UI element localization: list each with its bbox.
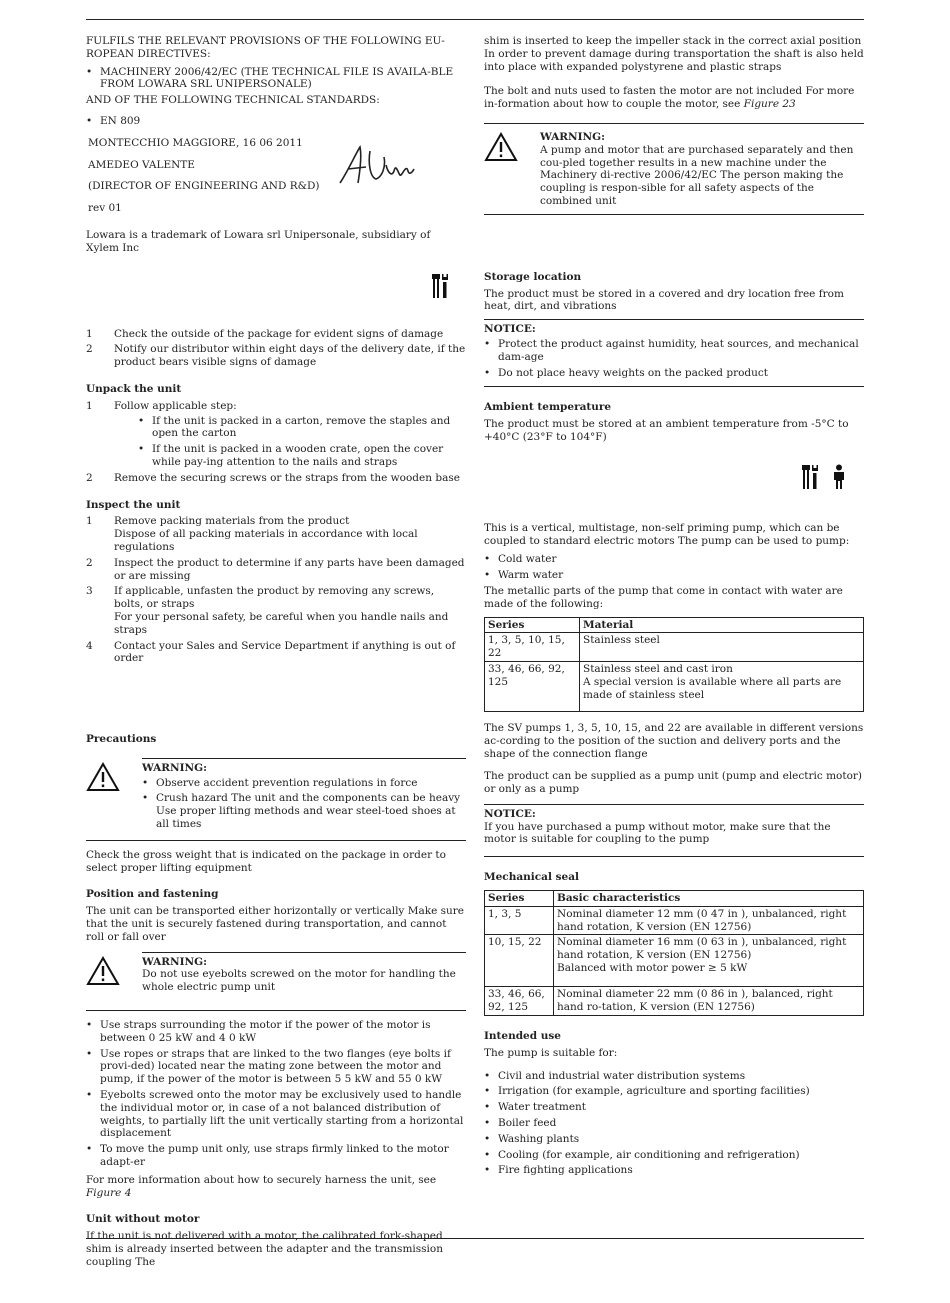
warning-label: WARNING: xyxy=(540,130,605,143)
step-text: Follow applicable step: xyxy=(114,399,237,412)
step-text: Notify our distributor within eight days of the delivery date, if the product bears visible signs of damage xyxy=(114,343,466,369)
list-item xyxy=(86,640,466,666)
position-heading: Position and fastening xyxy=(86,888,219,901)
list-item: • Warm water xyxy=(484,569,864,582)
without-motor-text: If the unit is not delivered with a motor, the calibrated fork-shaped shim is already inserted between the adapter and the transmission coupling The xyxy=(86,1230,443,1268)
list-item: • Do not place heavy weights on the packed product xyxy=(484,367,864,380)
unpack-sub-list xyxy=(138,415,466,469)
step-text: Inspect the product to determine if any parts have been damaged or are missing xyxy=(114,556,465,582)
motor-notice xyxy=(484,804,864,857)
sv-text: The SV pumps 1, 3, 5, 10, 15, and 22 are available in different versions ac-cording to the position of the suction and delivery ports and the shape of the connection flange xyxy=(484,721,864,760)
table-header: Material xyxy=(580,617,864,633)
seal-heading: Mechanical seal xyxy=(484,871,579,884)
step-extra: For your personal safety, be careful when you handle nails and straps xyxy=(114,610,449,636)
warning-text: A pump and motor that are purchased separately and then cou-pled together results in a new machine under the Machinery di-rective 2006/42/EC The person making the coupling is respon-sible for all safety aspects of the combined unit xyxy=(540,143,854,207)
table-row xyxy=(485,661,864,711)
table-row xyxy=(485,987,864,1016)
step-number: 2 xyxy=(86,343,93,356)
ambient-text: The product must be stored at an ambient temperature from -5°C to +40°C (23°F to 104°F) xyxy=(484,418,849,443)
warning-triangle-icon xyxy=(86,758,142,834)
storage-text: The product must be stored in a covered and dry location free from heat, dirt, and vibrations xyxy=(484,287,844,313)
metallic-text: The metallic parts of the pump that come in contact with water are made of the following: xyxy=(484,584,843,610)
intended-text: The pump is suitable for: xyxy=(484,1046,618,1059)
table-cell: Nominal diameter 22 mm (0 86 in ), balanced, right hand ro-tation, K version (EN 12756) xyxy=(554,987,864,1016)
step-text: Check the outside of the package for evident signs of damage xyxy=(114,327,444,340)
step-number: 4 xyxy=(86,639,93,652)
without-motor-heading: Unit without motor xyxy=(86,1213,200,1226)
person-icon xyxy=(832,464,846,490)
seal-table xyxy=(484,890,864,1016)
standards-intro: AND OF THE FOLLOWING TECHNICAL STANDARDS: xyxy=(86,94,380,107)
place-date: MONTECCHIO MAGGIORE, 16 06 2011 xyxy=(88,136,303,149)
figure-link[interactable]: Figure 23 xyxy=(743,98,796,111)
top-rule xyxy=(86,19,864,20)
step-number: 3 xyxy=(86,585,93,598)
list-item: • Cold water xyxy=(484,553,864,566)
list-item: • To move the pump unit only, use straps firmly linked to the motor adapt-er xyxy=(86,1143,466,1169)
pump-liquids-list xyxy=(484,553,864,582)
table-cell: Nominal diameter 12 mm (0 47 in ), unbalanced, right hand rotation, K version (EN 12756) xyxy=(554,906,864,935)
table-row xyxy=(485,906,864,935)
step-text: Contact your Sales and Service Department if anything is out of order xyxy=(114,639,456,665)
step-extra: Dispose of all packing materials in accordance with local regulations xyxy=(114,528,418,553)
inspect-heading: Inspect the unit xyxy=(86,498,181,511)
storage-heading: Storage location xyxy=(484,270,582,283)
eyebolt-warning xyxy=(86,950,466,1011)
list-item: • Observe accident prevention regulations in force xyxy=(142,777,466,790)
table-cell: 33, 46, 66, 92, 125 xyxy=(485,987,554,1016)
signature xyxy=(336,143,416,191)
list-item: • If the unit is packed in a wooden crate, open the cover while pay-ing attention to the nails and straps xyxy=(138,443,466,469)
warning-triangle-icon xyxy=(86,952,142,1004)
list-item xyxy=(86,400,466,469)
list-item xyxy=(86,343,466,369)
delivery-check-steps xyxy=(86,328,466,369)
notice-list xyxy=(484,338,864,379)
table-cell: 1, 3, 5, 10, 15, 22 xyxy=(485,633,580,662)
right-column xyxy=(484,35,864,1182)
list-item: • Use ropes or straps that are linked to the two flanges (eye bolts if provi-ded) located near the mating zone between the motor and pump, if the power of the motor is between 5 5 kW and 55 0 kW xyxy=(86,1048,466,1086)
list-item: • Cooling (for example, air conditioning and refrigeration) xyxy=(484,1149,864,1162)
ambient-heading: Ambient temperature xyxy=(484,401,612,414)
list-item xyxy=(86,585,466,636)
list-item xyxy=(86,515,466,553)
precautions-warning xyxy=(86,756,466,841)
warning-label: WARNING: xyxy=(142,761,207,774)
list-item: • Irrigation (for example, agriculture and sporting facilities) xyxy=(484,1085,864,1098)
tools-person-icons xyxy=(802,464,864,492)
shim-text: shim is inserted to keep the impeller stack in the correct axial position In order to prevent damage during transportation the shaft is also held into place with expanded polystyrene and plastic straps xyxy=(484,35,864,73)
standard-item: • EN 809 xyxy=(86,115,466,128)
list-item: • Fire fighting applications xyxy=(484,1164,864,1177)
step-text: Remove the securing screws or the straps from the wooden base xyxy=(114,471,460,484)
list-item: • If the unit is packed in a carton, remove the staples and open the carton xyxy=(138,415,466,441)
position-text: The unit can be transported either horizontally or vertically Make sure that the unit is securely fastened during transportation, and cannot roll or fall over xyxy=(86,905,464,943)
bolts-body: The bolt and nuts used to fasten the motor are not included For more in-formation about how to couple the motor, see xyxy=(484,85,855,111)
materials-table xyxy=(484,617,864,712)
gross-weight-text: Check the gross weight that is indicated on the package in order to select proper lifting equipment xyxy=(86,848,446,874)
supply-text: The product can be supplied as a pump unit (pump and electric motor) or only as a pump xyxy=(484,770,863,796)
lifting-list xyxy=(86,1019,466,1169)
list-item xyxy=(86,557,466,583)
table-cell: 1, 3, 5 xyxy=(485,906,554,935)
warning-triangle-icon xyxy=(484,128,540,208)
list-item: • Use straps surrounding the motor if the power of the motor is between 0 25 kW and 4 0 kW xyxy=(86,1019,466,1045)
step-number: 2 xyxy=(86,556,93,569)
table-row xyxy=(485,633,864,662)
step-number: 1 xyxy=(86,515,93,528)
notice-text: If you have purchased a pump without motor, make sure that the motor is suitable for coupling to the pump xyxy=(484,820,831,846)
bolts-text xyxy=(484,85,864,111)
precautions-heading: Precautions xyxy=(86,733,157,746)
step-number: 2 xyxy=(86,471,93,484)
harness-info-text: For more information about how to securely harness the unit, see xyxy=(86,1173,437,1186)
revision: rev 01 xyxy=(88,202,122,215)
trademark-note: Lowara is a trademark of Lowara srl Unipersonale, subsidiary of Xylem Inc xyxy=(86,228,431,254)
warning-label: WARNING: xyxy=(142,955,207,968)
table-header: Series xyxy=(485,617,580,633)
tools-icon xyxy=(432,273,466,299)
table-row xyxy=(485,891,864,907)
signatory-role: (DIRECTOR OF ENGINEERING AND R&D) xyxy=(88,180,320,193)
list-item: • Eyebolts screwed onto the motor may be exclusively used to handle the individual motor or, in case of a not balanced distribution of weights, to partially lift the unit vertically starting from a horizontal displacement xyxy=(86,1089,466,1140)
left-column xyxy=(86,35,466,1275)
storage-notice xyxy=(484,319,864,387)
step-text: Remove packing materials from the product xyxy=(114,515,350,528)
list-item: • Protect the product against humidity, heat sources, and mechanical dam-age xyxy=(484,338,864,364)
table-header: Basic characteristics xyxy=(554,891,864,907)
list-item: • Civil and industrial water distribution systems xyxy=(484,1070,864,1083)
table-header: Series xyxy=(485,891,554,907)
step-text: If applicable, unfasten the product by removing any screws, bolts, or straps xyxy=(114,585,435,611)
harness-info xyxy=(86,1174,466,1200)
table-cell: 10, 15, 22 xyxy=(485,935,554,987)
unpack-heading: Unpack the unit xyxy=(86,382,182,395)
warning-text: Do not use eyebolts screwed on the motor for handling the whole electric pump unit xyxy=(142,968,456,994)
table-row xyxy=(485,617,864,633)
tools-icon xyxy=(802,464,820,490)
list-item: • Boiler feed xyxy=(484,1117,864,1130)
unpack-steps xyxy=(86,400,466,485)
list-item: • Crush hazard The unit and the components can be heavy Use proper lifting methods and wear steel-toed shoes at all times xyxy=(142,792,466,830)
table-row xyxy=(485,935,864,987)
notice-label: NOTICE: xyxy=(484,807,536,820)
declaration-intro: FULFILS THE RELEVANT PROVISIONS OF THE FOLLOWING EU-ROPEAN DIRECTIVES: xyxy=(86,35,445,60)
list-item xyxy=(86,328,466,341)
list-item: • Water treatment xyxy=(484,1101,864,1114)
step-number: 1 xyxy=(86,399,93,412)
standard-list xyxy=(86,115,466,128)
table-cell: Nominal diameter 16 mm (0 63 in ), unbalanced, right hand rotation, K version (EN 12756) Balanced with motor power ≥ 5 kW xyxy=(554,935,864,987)
table-cell: 33, 46, 66, 92, 125 xyxy=(485,661,580,711)
step-number: 1 xyxy=(86,327,93,340)
list-item: • Washing plants xyxy=(484,1133,864,1146)
coupling-warning xyxy=(484,123,864,215)
directive-item: • MACHINERY 2006/42/EC (THE TECHNICAL FILE IS AVAILA-BLE FROM LOWARA SRL UNIPERSONALE) xyxy=(86,66,466,92)
figure-link[interactable]: Figure 4 xyxy=(86,1186,132,1199)
inspect-steps xyxy=(86,515,466,665)
description-text: This is a vertical, multistage, non-self priming pump, which can be coupled to standard electric motors The pump can be used to pump: xyxy=(484,521,850,547)
list-item xyxy=(86,472,466,485)
warning-list xyxy=(142,777,466,831)
intended-list xyxy=(484,1070,864,1178)
signatory-name: AMEDEO VALENTE xyxy=(88,158,195,171)
notice-label: NOTICE: xyxy=(484,323,536,336)
intended-heading: Intended use xyxy=(484,1030,561,1043)
directive-list xyxy=(86,66,466,92)
table-cell: Stainless steel xyxy=(580,633,864,662)
table-cell: Stainless steel and cast iron A special version is available where all parts are made of stainless steel xyxy=(580,661,864,711)
